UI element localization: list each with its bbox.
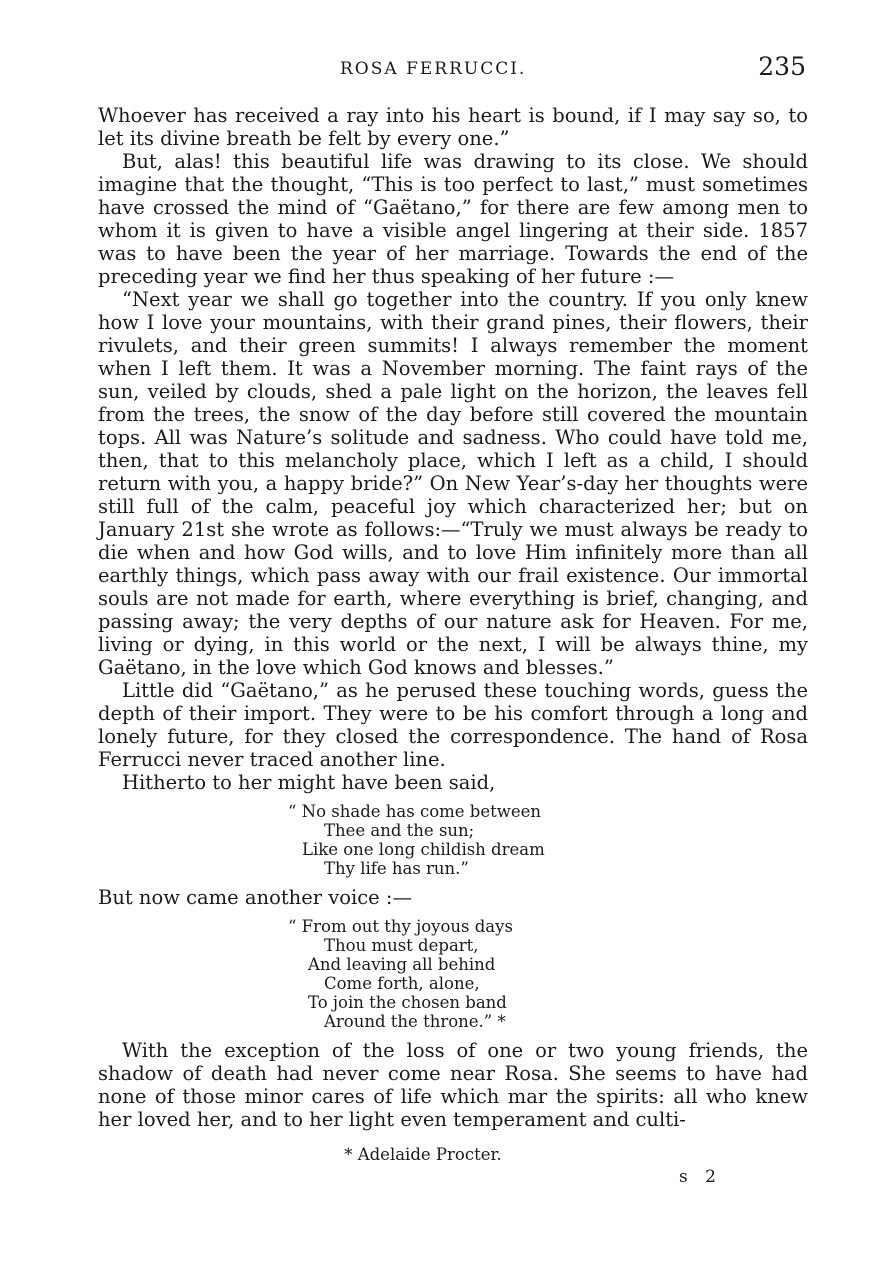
verse-line: Come forth, alone, [324,974,480,993]
paragraph: “Next year we shall go together into the country. If you only knew how I love your mountains, with their grand pines, their flowers, their rivulets, and their green summits! I always remember the moment when I left them. It was a November morning. The faint rays of the sun, veiled by clouds, shed a pale light on the horizon, the leaves fell from the trees, the snow of the day before still covered the mountain tops. All was Nature’s solitude and sadness. Who could have told me, then, that to this melancholy place, which I left as a child, I should return with you, a happy bride?” On New Year’s-day her thoughts were still full of the calm, peaceful joy which characterized her; but on January 21st she wrote as follows:—“Truly we must always be ready to die when and how God wills, and to love Him infinitely more than all earthly things, which pass away with our frail existence. Our immortal souls are not made for earth, where everything is brief, changing, and passing away; the very depths of our nature ask for Heaven. For me, living or dying, in this world or the next, I will be always thine, my Gaëtano, in the love which God knows and blesses.” [98,288,808,679]
paragraph: Hitherto to her might have been said, [122,771,496,794]
verse-line: Like one long childish dream [302,840,545,859]
verse-line: “ No shade has come between [288,802,542,821]
verse-line: Thou must depart, [324,936,479,955]
verse-quote-1 [288,802,808,878]
book-page [98,52,808,1187]
verse-line: To join the chosen band [308,993,507,1012]
footnote: * Adelaide Procter. [344,1145,502,1164]
running-title: ROSA FERRUCCI. [340,59,527,79]
verse-line: Thee and the sun; [324,821,475,840]
body-text [98,104,808,1131]
page-header [98,52,808,88]
verse-line: Thy life has run.” [324,859,469,878]
verse-line: Around the throne.” * [324,1012,506,1031]
paragraph: Whoever has received a ray into his heart is bound, if I may say so, to let its divine breath be felt by every one.” [98,104,808,150]
paragraph: Little did “Gaëtano,” as he perused these touching words, guess the depth of their import. They were to be his comfort through a long and lonely future, for they closed the correspondence. The hand of Rosa Ferrucci never traced another line. [98,679,808,771]
paragraph: With the exception of the loss of one or two young friends, the shadow of death had never come near Rosa. She seems to have had none of those minor cares of life which mar the spirits: all who knew her loved her, and to her light even temperament and culti- [98,1039,808,1131]
paragraph: But now came another voice :— [98,886,412,909]
verse-line: “ From out thy joyous days [288,917,513,936]
verse-line: And leaving all behind [308,955,496,974]
page-number: 235 [758,52,806,81]
paragraph: But, alas! this beautiful life was drawing to its close. We should imagine that the thought, “This is too perfect to last,” must sometimes have crossed the mind of “Gaëtano,” for there are few among men to whom it is given to have a visible angel lingering at their side. 1857 was to have been the year of her marriage. Towards the end of the preceding year we find her thus speaking of her future :— [98,150,808,288]
verse-quote-2 [288,917,808,1031]
signature-mark: s 2 [679,1167,722,1187]
